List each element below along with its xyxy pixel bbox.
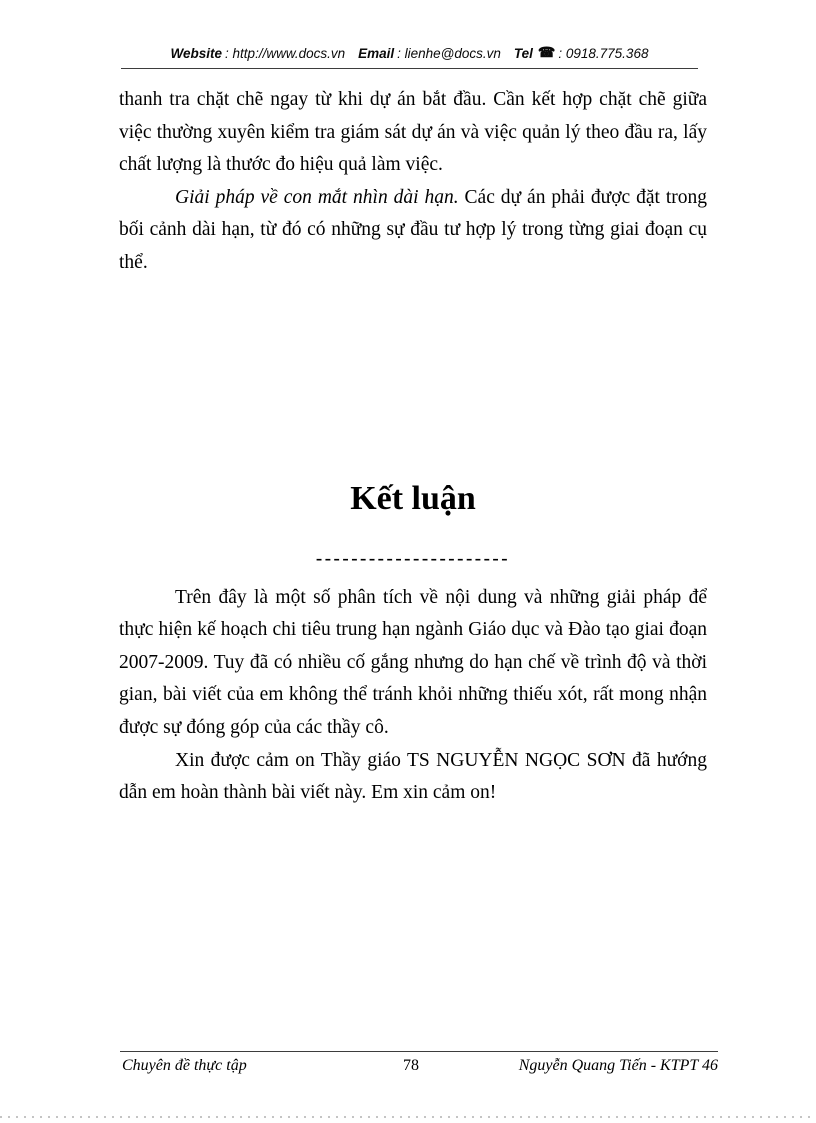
paragraph-solution — [119, 182, 707, 280]
footer-page-number: 78 — [403, 1057, 419, 1074]
telephone-icon: ☎ — [537, 44, 556, 60]
section-heading-conclusion: Kết luận — [350, 479, 476, 517]
header-email-address: : lienhe@docs.vn — [397, 46, 501, 61]
footer-author: Nguyễn Quang Tiến - KTPT 46 — [518, 1057, 718, 1074]
paragraph-solution-rest: Các dự án phải được đặt trong bối cảnh dài hạn, từ đó có những sự đầu tư hợp lý trong từng giai đoạn cụ thể. — [119, 186, 707, 273]
header-tel-label: Tel — [513, 46, 533, 61]
header-website-url: : http://www.docs.vn — [225, 46, 346, 61]
document-body — [119, 84, 707, 810]
header-website-label: Website — [170, 46, 223, 61]
paragraph-thanks: Xin được cảm on Thầy giáo TS NGUYỄN NGỌC SƠN đã hướng dẫn em hoàn thành bài viết này. Em xin cảm on! — [119, 749, 707, 804]
header-tel-number: : 0918.775.368 — [558, 46, 649, 61]
paragraph-continuation: thanh tra chặt chẽ ngay từ khi dự án bắt đầu. Cần kết hợp chặt chẽ giữa việc thường xuyên kiểm tra giám sát dự án và việc quản lý theo đầu ra, lấy chất lượng là thước đo hiệu quả làm việc. — [119, 89, 707, 176]
paragraph-solution-lead: Giải pháp về con mắt nhìn dài hạn. — [175, 186, 459, 208]
page-header — [121, 0, 698, 69]
page-footer — [120, 1051, 718, 1080]
dashed-divider: ---------------------- — [315, 547, 511, 569]
page-bottom-dotted-edge — [0, 1116, 816, 1118]
footer-document-title: Chuyên đề thực tập — [122, 1057, 247, 1074]
paragraph-summary: Trên đây là một số phân tích về nội dung và những giải pháp để thực hiện kế hoạch chi tiêu trung hạn ngành Giáo dục và Đào tạo giai đoạn 2007-2009. Tuy đã có nhiều cố gắng nhưng do hạn chế về trình độ và thời gian, bài viết của em không thể tránh khỏi những thiếu xót, rất mong nhận được sự đóng góp của các thầy cô. — [119, 586, 707, 738]
header-email-label: Email — [358, 46, 395, 61]
